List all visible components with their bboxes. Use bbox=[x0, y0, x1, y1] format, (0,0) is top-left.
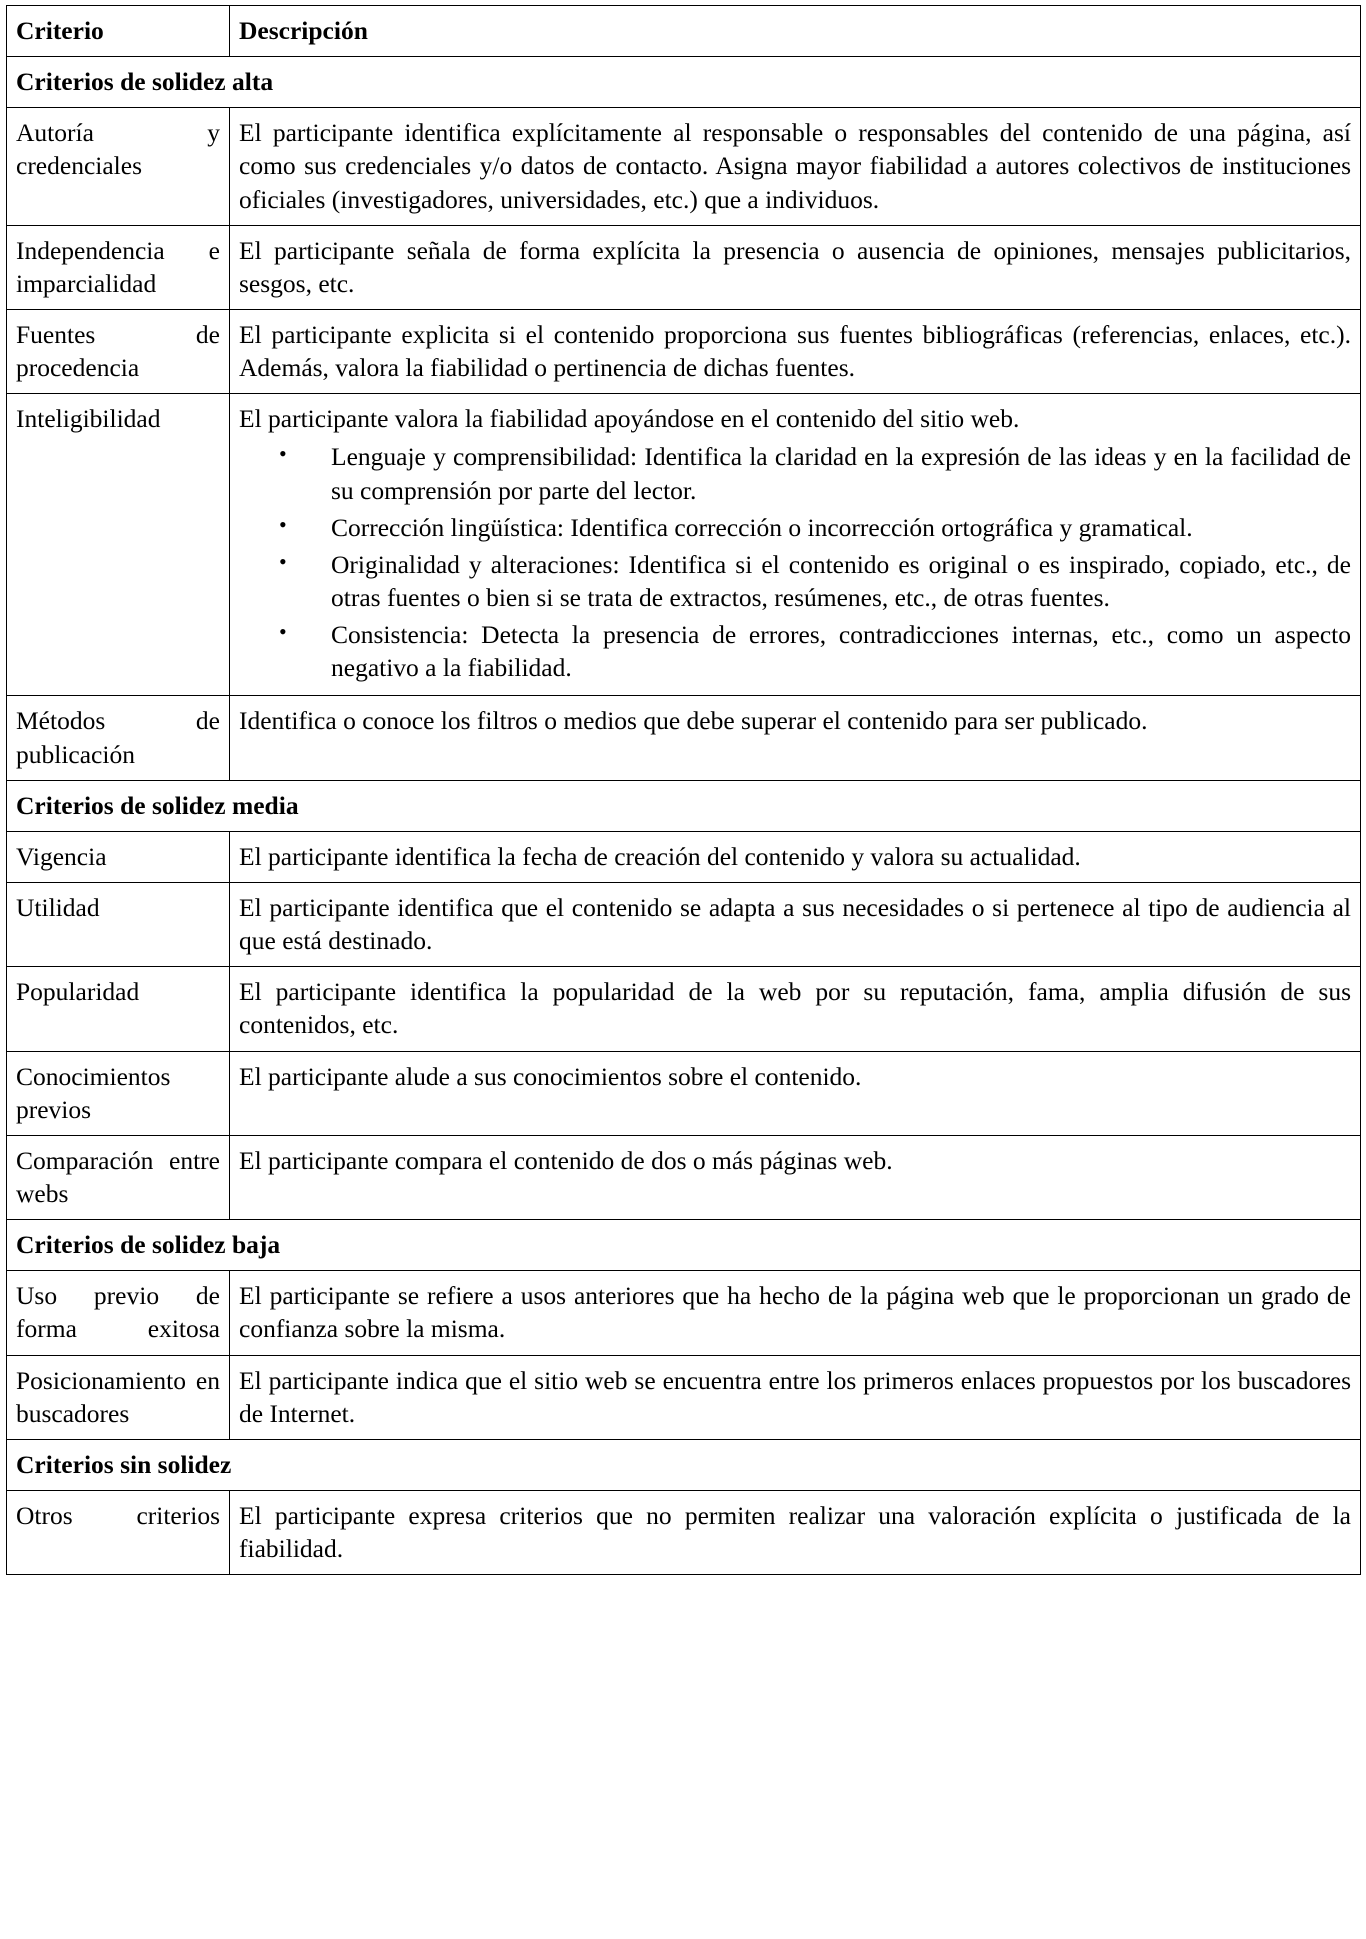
description-sub-list bbox=[239, 440, 1351, 684]
table-header-row bbox=[7, 6, 1361, 57]
bullet-icon: • bbox=[279, 548, 287, 574]
criterio-name: Métodos de publicación bbox=[7, 696, 230, 780]
criterio-description bbox=[230, 108, 1361, 225]
criterio-name: Independencia e imparcialidad bbox=[7, 225, 230, 309]
criterio-name: Posicionamiento en buscadores bbox=[7, 1355, 230, 1439]
table-row bbox=[7, 696, 1361, 780]
section-heading-row bbox=[7, 1439, 1361, 1490]
description-text: Identifica o conoce los filtros o medios que debe superar el contenido para ser publicado. bbox=[239, 706, 1148, 736]
criterio-description bbox=[230, 394, 1361, 696]
description-text: El participante identifica la popularidad de la web por su reputación, fama, amplia difusión de sus contenidos, etc. bbox=[239, 977, 1351, 1040]
description-text: El participante alude a sus conocimientos sobre el contenido. bbox=[239, 1061, 862, 1091]
section-heading: Criterios de solidez baja bbox=[7, 1220, 1361, 1271]
criterio-name: Otros criterios bbox=[7, 1490, 230, 1574]
list-item-text: Consistencia: Detecta la presencia de errores, contradicciones internas, etc., como un aspecto negativo a la fiabilidad. bbox=[331, 620, 1351, 683]
criterio-description bbox=[230, 882, 1361, 966]
list-item-text: Originalidad y alteraciones: Identifica si el contenido es original o es inspirado, copiado, etc., de otras fuentes o bien si se trata de extractos, resúmenes, etc., de otras fuentes. bbox=[331, 549, 1351, 612]
criterio-description bbox=[230, 1355, 1361, 1439]
list-item bbox=[239, 440, 1351, 506]
section-heading-row bbox=[7, 1220, 1361, 1271]
description-text: El participante identifica que el contenido se adapta a sus necesidades o si pertenece al tipo de audiencia al que está destinado. bbox=[239, 892, 1351, 956]
column-header-descripcion: Descripción bbox=[230, 6, 1361, 57]
bullet-icon: • bbox=[279, 441, 287, 467]
table-row bbox=[7, 882, 1361, 966]
criterio-name: Conocimientos previos bbox=[7, 1051, 230, 1135]
section-heading: Criterios de solidez alta bbox=[7, 57, 1361, 108]
table-row bbox=[7, 1051, 1361, 1135]
criterio-description bbox=[230, 309, 1361, 393]
description-text: El participante se refiere a usos anteriores que ha hecho de la página web que le proporcionan un grado de confianza sobre la misma. bbox=[239, 1281, 1351, 1344]
description-text: El participante indica que el sitio web se encuentra entre los primeros enlaces propuestos por los buscadores de Internet. bbox=[239, 1365, 1351, 1428]
section-heading-row bbox=[7, 780, 1361, 831]
section-heading: Criterios sin solidez bbox=[7, 1439, 1361, 1490]
criterio-description bbox=[230, 1135, 1361, 1219]
table-row bbox=[7, 108, 1361, 225]
description-text: El participante señala de forma explícita la presencia o ausencia de opiniones, mensajes publicitarios, sesgos, etc. bbox=[239, 235, 1351, 298]
table-body bbox=[7, 57, 1361, 1575]
list-item bbox=[239, 618, 1351, 684]
table-row bbox=[7, 1490, 1361, 1574]
section-heading: Criterios de solidez media bbox=[7, 780, 1361, 831]
criterio-description bbox=[230, 225, 1361, 309]
description-text: El participante expresa criterios que no permiten realizar una valoración explícita o justificada de la fiabilidad. bbox=[239, 1500, 1351, 1564]
criterio-name: Utilidad bbox=[7, 882, 230, 966]
description-text: El participante identifica la fecha de creación del contenido y valora su actualidad. bbox=[239, 841, 1081, 871]
description-text: El participante identifica explícitamente al responsable o responsables del contenido de una página, así como sus credenciales y/o datos de contacto. Asigna mayor fiabilidad a autores colectivos de instituciones oficiales (investigadores, universidades, etc.) que a individuos. bbox=[239, 118, 1351, 214]
list-item-text: Corrección lingüística: Identifica corrección o incorrección ortográfica y gramatical. bbox=[331, 512, 1193, 542]
list-item bbox=[239, 511, 1351, 544]
table-row bbox=[7, 309, 1361, 393]
criterio-description bbox=[230, 1271, 1361, 1355]
section-heading-row bbox=[7, 57, 1361, 108]
criterio-description bbox=[230, 696, 1361, 780]
table-row bbox=[7, 831, 1361, 882]
column-header-criterio: Criterio bbox=[7, 6, 230, 57]
criterio-description bbox=[230, 1051, 1361, 1135]
table-row bbox=[7, 1135, 1361, 1219]
criterio-name: Inteligibilidad bbox=[7, 394, 230, 696]
criteria-table bbox=[6, 5, 1361, 1575]
list-item bbox=[239, 548, 1351, 614]
criterio-description bbox=[230, 967, 1361, 1051]
criterio-name: Fuentes de procedencia bbox=[7, 309, 230, 393]
table-row bbox=[7, 394, 1361, 696]
criterio-name: Autoría y credenciales bbox=[7, 108, 230, 225]
list-item-text: Lenguaje y comprensibilidad: Identifica la claridad en la expresión de las ideas y en la facilidad de su comprensión por parte del lector. bbox=[331, 442, 1351, 505]
bullet-icon: • bbox=[279, 619, 287, 645]
criterio-description bbox=[230, 1490, 1361, 1574]
criterio-name: Vigencia bbox=[7, 831, 230, 882]
table-row bbox=[7, 967, 1361, 1051]
bullet-icon: • bbox=[279, 511, 287, 537]
table-row bbox=[7, 225, 1361, 309]
criterio-description bbox=[230, 831, 1361, 882]
criterio-name: Uso previo de forma exitosa bbox=[7, 1271, 230, 1355]
description-text: El participante explicita si el contenido proporciona sus fuentes bibliográficas (referencias, enlaces, etc.). Además, valora la fiabilidad o pertinencia de dichas fuentes. bbox=[239, 319, 1351, 383]
criterio-name: Comparación entre webs bbox=[7, 1135, 230, 1219]
table-row bbox=[7, 1271, 1361, 1355]
table-row bbox=[7, 1355, 1361, 1439]
description-text: El participante valora la fiabilidad apoyándose en el contenido del sitio web. bbox=[239, 404, 1020, 434]
description-text: El participante compara el contenido de dos o más páginas web. bbox=[239, 1145, 893, 1175]
table-header bbox=[7, 6, 1361, 57]
criterio-name: Popularidad bbox=[7, 967, 230, 1051]
